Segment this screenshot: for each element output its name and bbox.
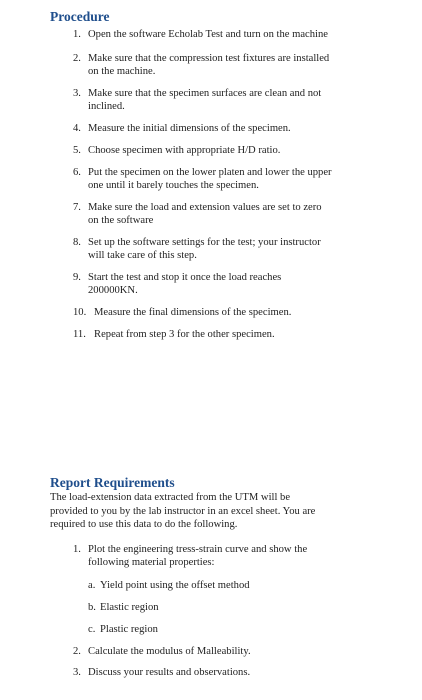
step-text-line: Put the specimen on the lower platen and lower the upper bbox=[88, 167, 332, 178]
step-number: 7. bbox=[73, 202, 81, 213]
procedure-step bbox=[73, 144, 280, 157]
step-text-line: Start the test and stop it once the load reaches bbox=[88, 272, 282, 283]
procedure-step bbox=[73, 271, 281, 297]
item-text-line: Plot the engineering tress-strain curve and show the bbox=[88, 544, 308, 555]
report-item bbox=[73, 543, 307, 569]
subitem-letter: b. bbox=[88, 602, 96, 613]
step-number: 3. bbox=[73, 88, 81, 99]
step-text-line: on the software bbox=[88, 215, 154, 226]
report-item bbox=[73, 645, 251, 658]
procedure-step bbox=[73, 201, 322, 227]
step-text-line: Open the software Echolab Test and turn on the machine bbox=[88, 29, 328, 40]
report-subitem bbox=[88, 623, 158, 636]
step-text-line: Measure the initial dimensions of the specimen. bbox=[88, 123, 291, 134]
step-number: 1. bbox=[73, 29, 81, 40]
step-text-line: Choose specimen with appropriate H/D ratio. bbox=[88, 145, 281, 156]
item-number: 2. bbox=[73, 646, 81, 657]
procedure-step bbox=[73, 52, 329, 78]
subitem-text: Elastic region bbox=[100, 602, 159, 613]
procedure-step bbox=[73, 328, 275, 341]
report-requirements-heading: Report Requirements bbox=[50, 475, 175, 490]
intro-line: required to use this data to do the following. bbox=[50, 519, 238, 530]
report-subitem bbox=[88, 579, 250, 592]
item-text-line: Calculate the modulus of Malleability. bbox=[88, 646, 251, 657]
subitem-text: Plastic region bbox=[100, 624, 158, 635]
step-number: 5. bbox=[73, 145, 81, 156]
step-text-line: on the machine. bbox=[88, 66, 156, 77]
step-text-line: Make sure that the specimen surfaces are clean and not bbox=[88, 88, 322, 99]
step-number: 11. bbox=[73, 329, 86, 340]
item-number: 3. bbox=[73, 667, 81, 678]
step-text-line: one until it barely touches the specimen. bbox=[88, 180, 259, 191]
subitem-letter: a. bbox=[88, 580, 96, 591]
procedure-step bbox=[73, 87, 321, 113]
step-number: 4. bbox=[73, 123, 81, 134]
subitem-letter: c. bbox=[88, 624, 96, 635]
step-number: 10. bbox=[73, 307, 87, 318]
subitem-text: Yield point using the offset method bbox=[100, 580, 250, 591]
procedure-step bbox=[73, 28, 328, 41]
step-text-line: Make sure that the compression test fixtures are installed bbox=[88, 53, 330, 64]
step-text-line: Repeat from step 3 for the other specimen. bbox=[94, 329, 275, 340]
report-subitem bbox=[88, 601, 159, 614]
step-text-line: Measure the final dimensions of the specimen. bbox=[94, 307, 292, 318]
procedure-step bbox=[73, 122, 291, 135]
item-number: 1. bbox=[73, 544, 81, 555]
step-number: 6. bbox=[73, 167, 81, 178]
step-text-line: Set up the software settings for the test; your instructor bbox=[88, 237, 321, 248]
report-item bbox=[73, 666, 250, 679]
report-intro-paragraph bbox=[50, 491, 315, 532]
step-text-line: inclined. bbox=[88, 101, 125, 112]
procedure-step bbox=[73, 236, 321, 262]
procedure-step bbox=[73, 166, 332, 192]
step-text-line: 200000KN. bbox=[88, 285, 138, 296]
intro-line: provided to you by the lab instructor in an excel sheet. You are bbox=[50, 505, 316, 517]
item-text-line: following material properties: bbox=[88, 557, 215, 568]
intro-line: The load-extension data extracted from the UTM will be bbox=[50, 492, 291, 503]
step-text-line: Make sure the load and extension values are set to zero bbox=[88, 202, 322, 213]
step-number: 9. bbox=[73, 272, 81, 283]
item-text-line: Discuss your results and observations. bbox=[88, 667, 251, 678]
procedure-step bbox=[73, 306, 291, 319]
step-number: 2. bbox=[73, 53, 81, 64]
procedure-heading: Procedure bbox=[50, 9, 110, 24]
step-number: 8. bbox=[73, 237, 81, 248]
step-text-line: will take care of this step. bbox=[88, 250, 197, 261]
